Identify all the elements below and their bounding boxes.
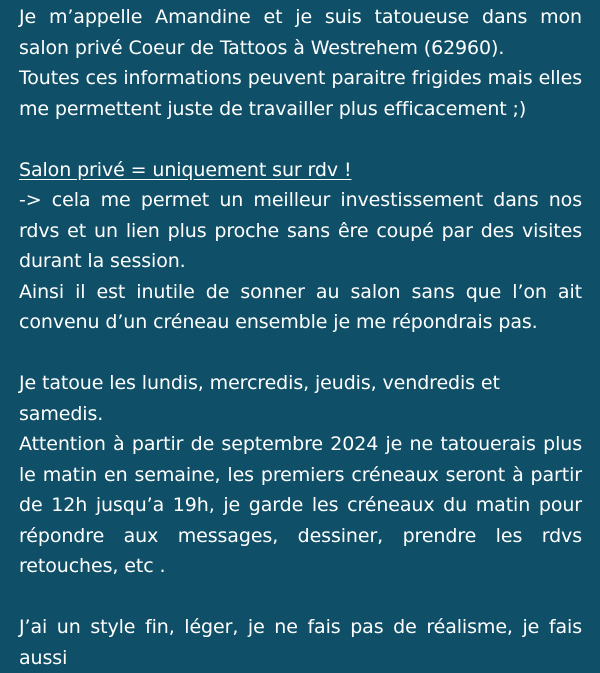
salon-paragraph-2: Ainsi il est inutile de sonner au salon sans que l’on ait convenu d’un créneau ensemble je me répondrais pas. (19, 280, 582, 333)
schedule-paragraph: Attention à partir de septembre 2024 je ne tatouerais plus le matin en semaine, les premiers créneaux seront à partir de 12h jusqu’a 19h, je garde les créneaux du matin pour répondre aux messages, dessiner, prendre les rdvs retouches, etc . (19, 433, 582, 577)
salon-heading: Salon privé = uniquement sur rdv ! (19, 158, 352, 181)
spacer (19, 338, 582, 369)
days-paragraph: Je tatoue les lundis, mercredis, jeudis, vendredis et samedis. (19, 372, 500, 425)
spacer (19, 124, 582, 155)
salon-paragraph: -> cela me permet un meilleur investissement dans nos rdvs et un lien plus proche sans êre coupé par des visites durant la session. (19, 189, 582, 272)
intro-paragraph: Je m’appelle Amandine et je suis tatoueuse dans mon salon privé Coeur de Tattoos à Westrehem (62960). (19, 6, 582, 59)
spacer (19, 582, 582, 613)
style-paragraph: J’ai un style fin, léger, je ne fais pas de réalisme, je fais aussi (19, 616, 582, 669)
intro-paragraph-2: Toutes ces informations peuvent paraitre frigides mais elles me permettent juste de travailler plus efficacement ;) (19, 67, 582, 120)
